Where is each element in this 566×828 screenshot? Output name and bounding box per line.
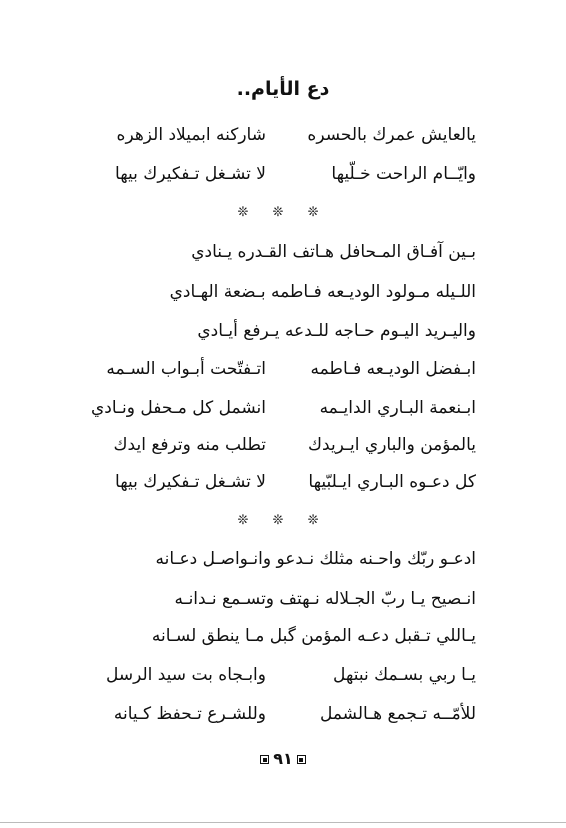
page-number: ٩١ bbox=[273, 749, 293, 768]
verse-13-right: يـا ربي بسـمك نبتهل bbox=[333, 665, 476, 685]
separator-stars-2: ❊ ❊ ❊ bbox=[237, 513, 329, 528]
page-number-block bbox=[0, 749, 566, 768]
verse-12: يـاللي تـقبل دعـه المؤمن گبل مـا ينطق لسـانه bbox=[151, 626, 476, 646]
poem-title: دع الأيام.. bbox=[236, 78, 330, 100]
verse-13-left: وابـجاه بت سيد الرسل bbox=[105, 665, 266, 685]
verse-11: انـصيح يـا ربّ الجـلاله نـهتف وتسـمع نـدانـه bbox=[174, 589, 476, 609]
verse-4: اللـيله مـولود الوديـعه فـاطمه بـضعة الهـادي bbox=[169, 282, 476, 302]
verse-7-right: ابـنعمة البـاري الدايـمه bbox=[319, 398, 476, 418]
verse-9-left: لا تشـغل تـفكيرك بيها bbox=[115, 472, 266, 492]
verse-5: واليـريد اليـوم حـاجه للـدعه يـرفع أيـادي bbox=[197, 321, 476, 341]
verse-14-left: وللشـرع تـحفظ كـيانه bbox=[113, 704, 266, 724]
square-ornament-icon bbox=[297, 755, 306, 764]
verse-7-left: انشمل كل مـحفل ونـادي bbox=[90, 398, 266, 418]
verse-8-right: يالمؤمن والباري ايـريدك bbox=[308, 435, 476, 455]
verse-2-right: وايّــام الراحت خـلّيها bbox=[331, 164, 476, 184]
verse-9-right: كل دعـوه البـاري ايـلبّيها bbox=[308, 472, 476, 492]
verse-1-left: شاركنه ابميلاد الزهره bbox=[116, 125, 266, 145]
verse-1-right: يالعايش عمرك بالحسره bbox=[307, 125, 476, 145]
verse-6-right: ابـفضل الوديـعه فـاطمه bbox=[310, 359, 476, 379]
verse-2-left: لا تشـغل تـفكيرك بيها bbox=[115, 164, 266, 184]
verse-6-left: اتـفتّحت أبـواب السـمه bbox=[106, 359, 266, 379]
verse-8-left: تطلب منه وترفع ايدك bbox=[113, 435, 266, 455]
verse-10: ادعـو ربّك واحـنه مثلك نـدعو وانـواصـل دعـانه bbox=[155, 549, 476, 569]
square-ornament-icon bbox=[260, 755, 269, 764]
verse-14-right: للأمّــه تـجمع هـالشمل bbox=[319, 704, 476, 724]
page-edge-rule bbox=[0, 822, 566, 823]
verse-3: بـين آفـاق المـحافل هـاتف القـدره يـنادي bbox=[191, 242, 476, 262]
separator-stars: ❊ ❊ ❊ bbox=[237, 205, 329, 220]
